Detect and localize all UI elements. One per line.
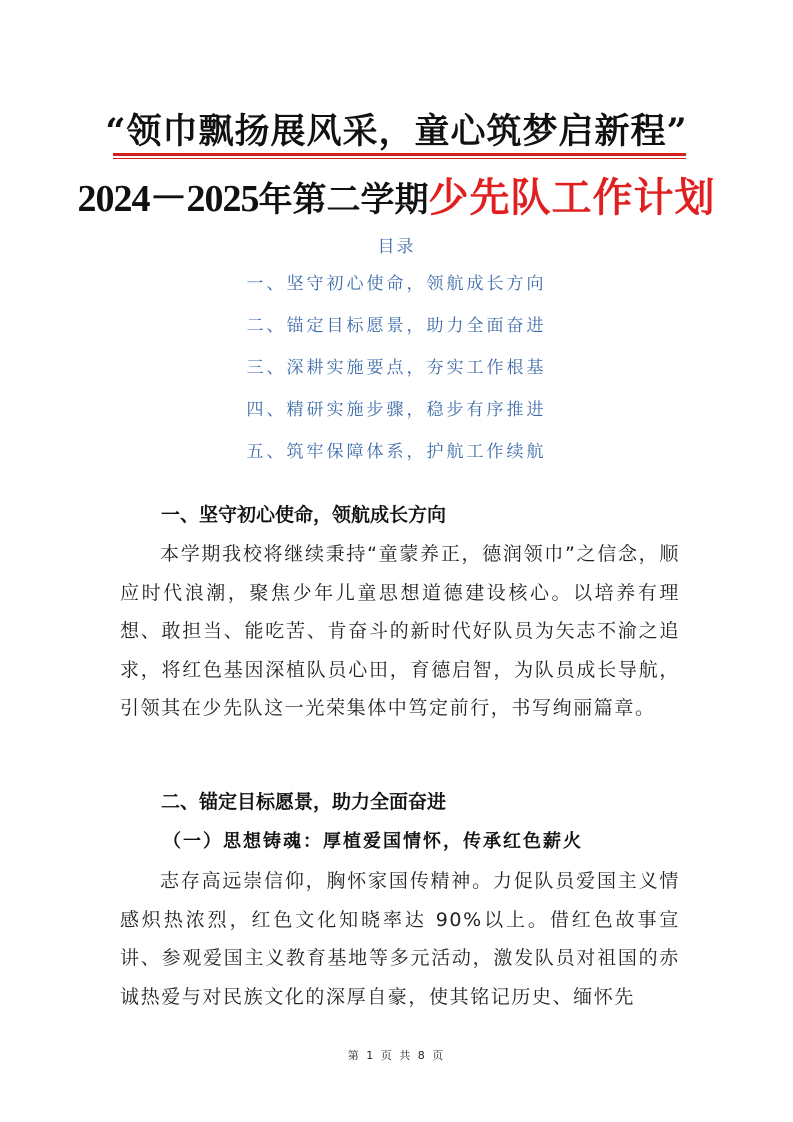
- section-2-heading: 二、锚定目标愿景，助力全面奋进: [161, 791, 447, 813]
- section-1-heading: 一、坚守初心使命，领航成长方向: [161, 504, 447, 526]
- toc-title: 目录: [377, 237, 416, 257]
- section-1: [120, 495, 680, 728]
- toc-item-1[interactable]: 一、坚守初心使命，领航成长方向: [246, 274, 547, 294]
- toc-item-5[interactable]: 五、筑牢保障体系，护航工作续航: [246, 442, 547, 462]
- toc-item-2[interactable]: 二、锚定目标愿景，助力全面奋进: [246, 316, 547, 336]
- plan-title: [0, 166, 793, 223]
- toc-item-3[interactable]: 三、深耕实施要点，夯实工作根基: [246, 358, 547, 378]
- page-number-footer: 第 1 页 共 8 页: [347, 1049, 446, 1062]
- red-divider-thick: [113, 153, 686, 156]
- plan-title-year: 2024－2025: [77, 178, 259, 220]
- plan-title-highlight: 少先队工作计划: [428, 174, 716, 221]
- section-2-subheading-1: （一）思想铸魂：厚植爱国情怀，传承红色薪火: [163, 831, 583, 852]
- section-2-paragraph: 志存高远崇信仰，胸怀家国传精神。力促队员爱国主义情感炽热浓烈，红色文化知晓率达 90%以上。借红色故事宣讲、参观爱国主义教育基地等多元活动，激发队员对祖国的赤诚热爱与对民族文化的深厚自豪，使其铭记历史、缅怀先: [120, 870, 680, 1008]
- red-divider-thin: [113, 158, 686, 159]
- slogan-heading: “领巾飘扬展风采，童心筑梦启新程”: [105, 111, 688, 152]
- section-1-paragraph: 本学期我校将继续秉持“童蒙养正，德润领巾”之信念，顺应时代浪潮，聚焦少年儿童思想道德建设核心。以培养有理想、敢担当、能吃苦、肯奋斗的新时代好队员为矢志不渝之追求，将红色基因深植队员心田，育德启智，为队员成长导航，引领其在少先队这一光荣集体中笃定前行，书写绚丽篇章。: [120, 543, 680, 719]
- table-of-contents: [0, 232, 793, 484]
- section-2: [120, 782, 680, 1016]
- plan-title-term: 年第二学期: [258, 180, 429, 220]
- toc-item-4[interactable]: 四、精研实施步骤，稳步有序推进: [246, 400, 547, 420]
